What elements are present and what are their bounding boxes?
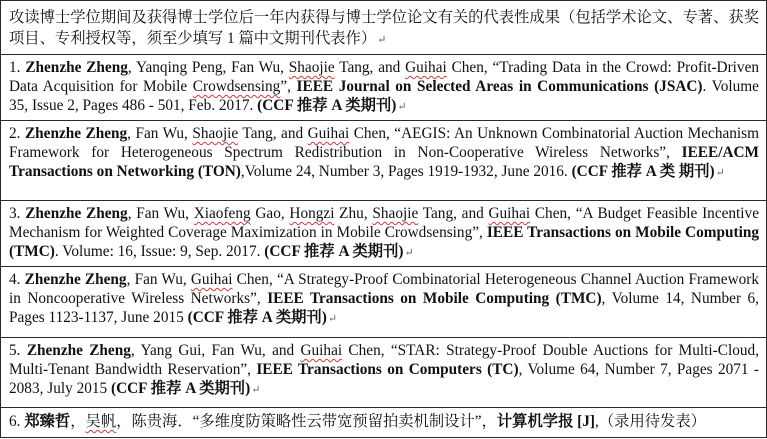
entry-author-name: Shaojie xyxy=(372,205,419,222)
entry-venue: IEEE/ACM Transactions on Networking (TON) xyxy=(9,144,759,180)
entry-author-name: Guihai xyxy=(405,59,447,76)
entry-coauthors: , Yanqing Peng, Fan Wu, xyxy=(127,59,289,76)
entry-ccf-rank: (CCF 推荐 A 类 期刊) xyxy=(571,163,715,180)
publication-entry-4 xyxy=(1,266,766,337)
entry-coauthors: Chen, xyxy=(446,59,493,76)
paragraph-mark-icon: ↵ xyxy=(715,167,725,179)
entry-coauthors: Chen, xyxy=(349,125,395,142)
entry-venue: IEEE Transactions on Mobile Computing (TMC) xyxy=(267,290,602,307)
entry-author-name: Guihai xyxy=(300,342,343,359)
entry-main-author: Zhenzhe Zheng xyxy=(25,205,128,222)
entry-venue: 计算机学报 [J] xyxy=(496,413,596,430)
entry-number: 3. xyxy=(9,205,21,222)
entry-coauthors: Zhu, xyxy=(334,205,373,222)
entry-author-name: Shaojie xyxy=(288,59,335,76)
entry-author-name: Guihai xyxy=(190,271,233,288)
entry-venue: IEEE Transactions on Computers (TC) xyxy=(256,361,519,378)
entry-paper-title-end: ”, xyxy=(280,78,297,95)
entry-author-name: Hongzi xyxy=(289,205,335,222)
entry-coauthors: Chen, xyxy=(342,342,391,359)
entry-author-name: Shaojie xyxy=(192,125,239,142)
entry-number: 6. xyxy=(9,413,21,430)
entry-number: 1. xyxy=(9,59,21,76)
entry-ccf-rank: (CCF 推荐 A 类期刊) xyxy=(264,243,404,260)
entry-main-author: Zhenzhe Zheng xyxy=(25,59,128,76)
entry-coauthors: Tang, and xyxy=(334,59,406,76)
entry-coauthors: Chen, xyxy=(232,271,277,288)
paragraph-mark-icon: ↵ xyxy=(327,313,338,325)
entry-number: 4. xyxy=(9,271,21,288)
paragraph-mark-icon: ↵ xyxy=(397,101,407,113)
entry-number: 5. xyxy=(9,342,21,359)
entry-main-author: Zhenzhe Zheng xyxy=(24,271,127,288)
entry-author-name: Guihai xyxy=(307,125,350,142)
entry-coauthors: , Yang Gui, Fan Wu, and xyxy=(130,342,301,359)
entry-paper-title: “AEGIS: An Unknown Combinatorial Auction Mechanism Framework for Heterogeneous Spectrum Redistribution in Non-Cooperative Wireless Networks”, xyxy=(9,125,760,161)
entry-details: ,（录用待发表） xyxy=(595,413,706,430)
publication-entry-3 xyxy=(1,200,766,266)
entry-ccf-rank: (CCF 推荐 A 类期刊) xyxy=(187,309,327,326)
entry-details: . Volume: 16, Issue: 9, Sep. 2017. xyxy=(54,243,265,260)
entry-coauthors: Chen, xyxy=(530,205,576,222)
entry-coauthors: ， xyxy=(70,413,86,430)
entry-coauthors: , Fan Wu, xyxy=(127,125,193,142)
paragraph-mark-icon: ↵ xyxy=(377,34,387,46)
entry-main-author: Zhenzhe Zheng xyxy=(24,125,128,142)
entry-details: ,Volume 24, Number 3, Pages 1919-1932, June 2016. xyxy=(240,163,572,180)
table-header-cell xyxy=(1,1,766,54)
entry-details: . Volume 35, Issue 2, Pages 486 - 501, Feb. 2017. xyxy=(9,78,759,114)
entry-details: , Volume 14, Number 6, Pages 1123-1137, June 2015 xyxy=(9,290,759,326)
entry-coauthors: , Fan Wu, xyxy=(127,205,194,222)
entry-paper-title: “A Strategy-Proof Combinatorial Heterogeneous Channel Auction Framework in Noncooperative Wireless Networks”, xyxy=(9,271,760,307)
entry-paper-title: “STAR: Strategy-Proof Double Auctions for Multi-Cloud, Multi-Tenant Bandwidth Reservation”, xyxy=(9,342,759,378)
entry-paper-title: “A Budget Feasible Incentive Mechanism for Weighted Coverage Maximization in Mobile Crowdsensing”, xyxy=(9,205,759,241)
entry-main-author: 郑臻哲 xyxy=(24,413,71,430)
entry-paper-title: “Trading Data in the Crowd: Profit-Driven Data Acquisition for Mobile xyxy=(9,59,760,95)
entry-author-name: Guihai xyxy=(488,205,531,222)
entry-venue: IEEE Transactions on Mobile Computing (TMC) xyxy=(9,224,759,260)
entry-coauthors: Gao, xyxy=(250,205,290,222)
entry-venue: IEEE Journal on Selected Areas in Communications (JSAC) xyxy=(296,78,703,95)
entry-details: , Volume 64, Number 7, Pages 2071 - 2083, July 2015 xyxy=(9,361,759,397)
entry-author-name: Xiaofeng xyxy=(193,205,251,222)
publication-entry-6 xyxy=(1,407,766,439)
entry-paper-title: “多维度防策略性云带宽预留拍卖机制设计”， xyxy=(192,413,497,430)
entry-coauthors: Tang, and xyxy=(418,205,489,222)
entry-author-name: 吴帆 xyxy=(85,413,117,430)
entry-paper-title-word: Crowdsensing xyxy=(192,78,281,95)
entry-coauthors: , Fan Wu, xyxy=(126,271,191,288)
entry-ccf-rank: (CCF 推荐 A 类期刊) xyxy=(257,97,397,114)
paragraph-mark-icon: ↵ xyxy=(251,384,261,396)
entry-coauthors: Tang, and xyxy=(238,125,308,142)
publication-entry-1 xyxy=(1,54,766,120)
publication-entry-5 xyxy=(1,337,766,407)
header-text: 攻读博士学位期间及获得博士学位后一年内获得与博士学位论文有关的代表性成果（包括学术论文、专著、获奖项目、专利授权等，须至少填写 1 篇中文期刊代表作） xyxy=(9,9,759,47)
entry-main-author: Zhenzhe Zheng xyxy=(26,342,131,359)
publication-entry-2 xyxy=(1,120,766,200)
paragraph-mark-icon: ↵ xyxy=(404,247,414,259)
entry-coauthors: ，陈贵海． xyxy=(116,413,193,430)
entry-ccf-rank: (CCF 推荐 A 类期刊) xyxy=(110,380,251,397)
entry-number: 2. xyxy=(9,125,21,142)
